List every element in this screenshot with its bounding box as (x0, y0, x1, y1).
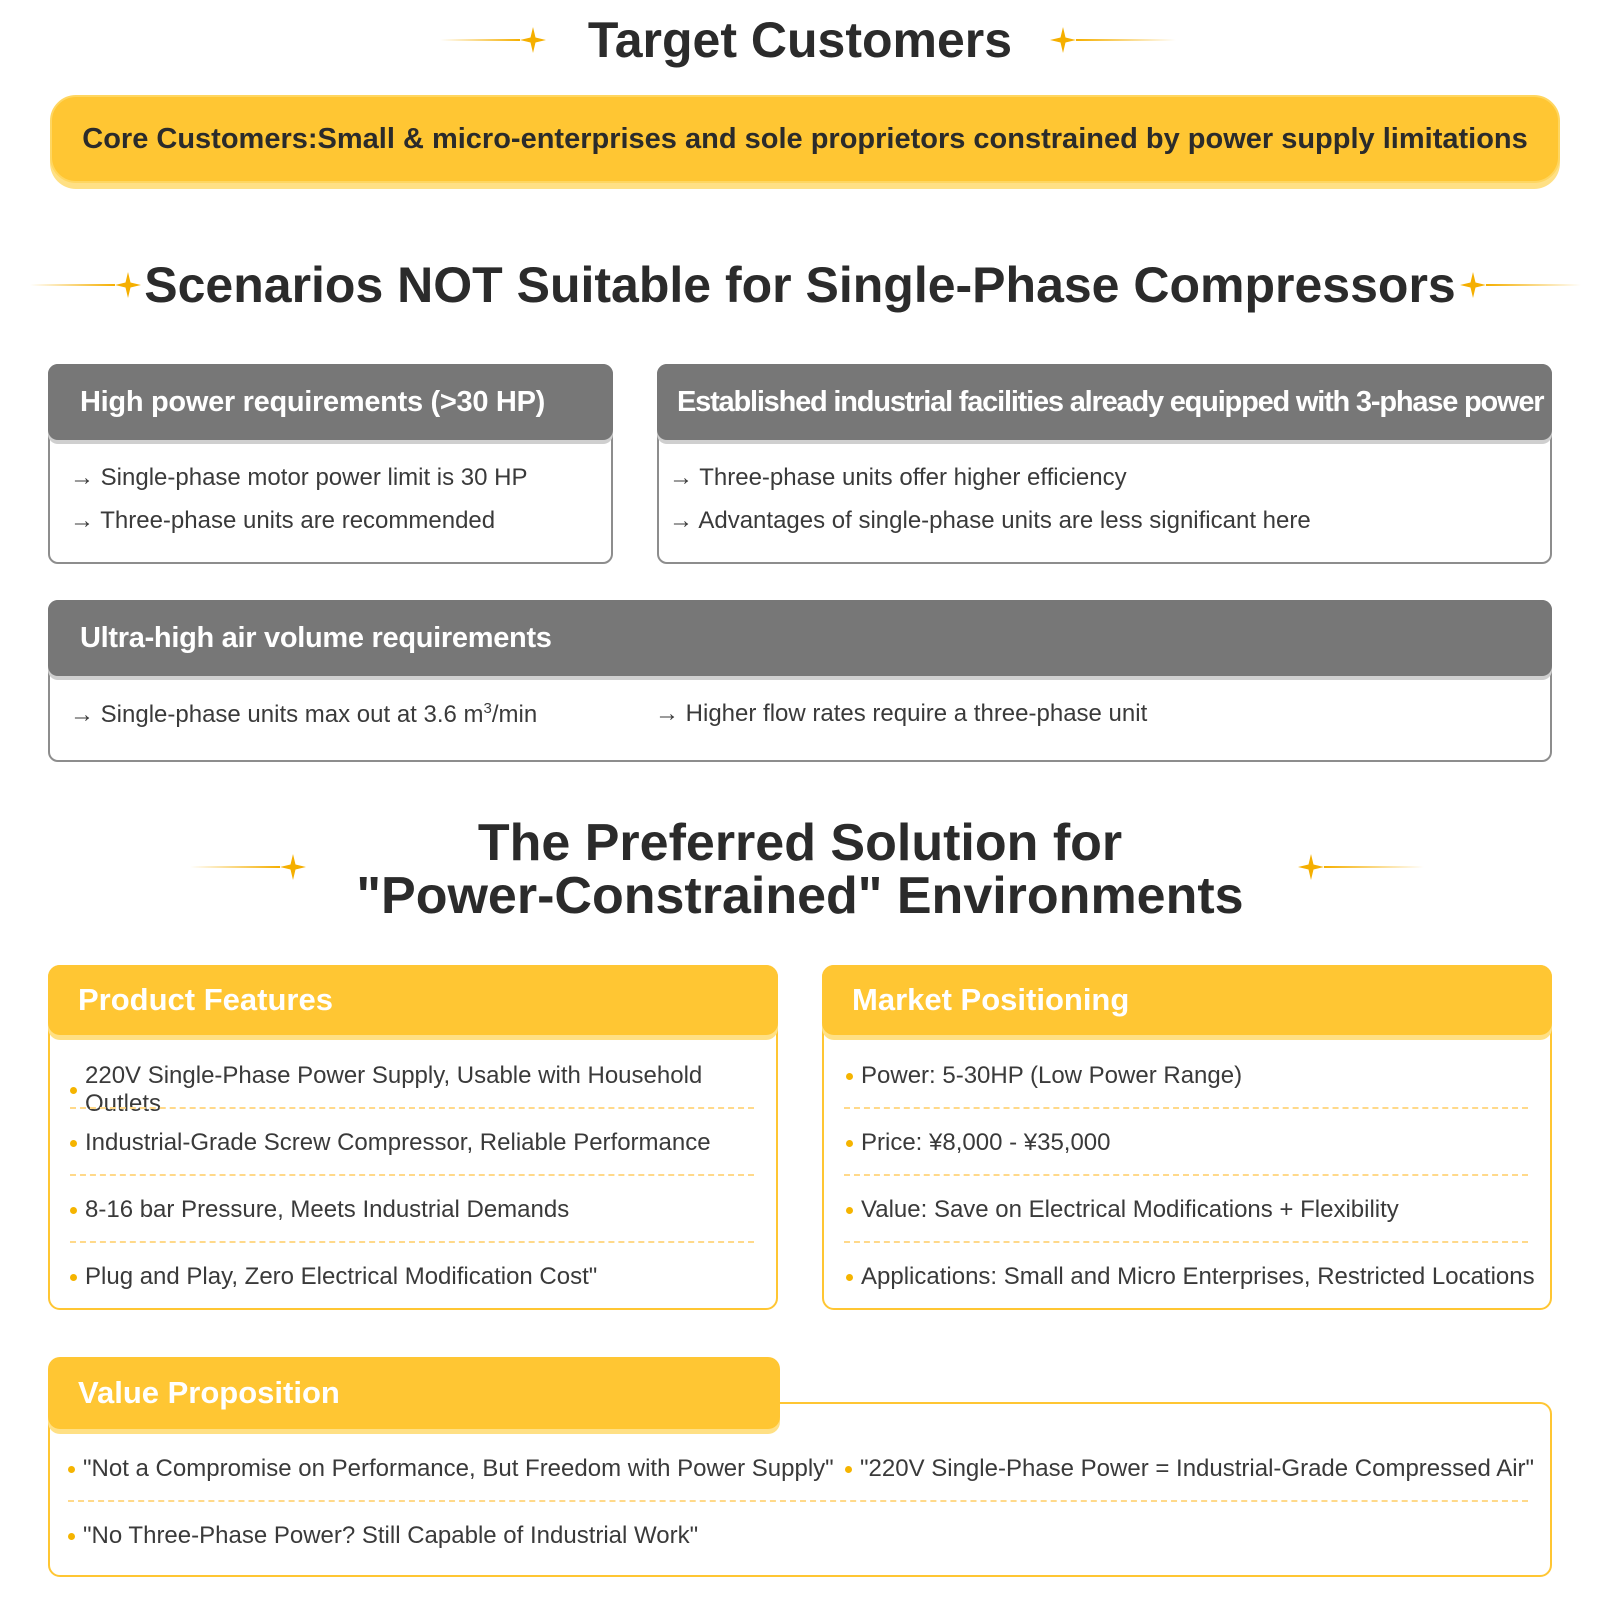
preferred-title-line2: "Power-Constrained" Environments (356, 867, 1244, 925)
divider (70, 1107, 754, 1109)
card-header: Market Positioning (822, 965, 1552, 1035)
bullet-dot-icon (68, 1533, 75, 1540)
feature-item: 8-16 bar Pressure, Meets Industrial Demands (70, 1196, 569, 1224)
card-line (70, 700, 537, 729)
sparkle-star-icon (1460, 272, 1486, 298)
preferred-title-line1: The Preferred Solution for (477, 814, 1123, 872)
cubic-superscript: 3 (483, 700, 492, 717)
high-power-card (48, 364, 613, 564)
target-customers-title: Target Customers (587, 12, 1013, 68)
card-line: → Three-phase units are recommended (70, 507, 496, 534)
title-decoration-right (1460, 270, 1581, 300)
title-decoration-right (1298, 852, 1424, 882)
bullet-dot-icon (70, 1140, 77, 1147)
card-line: → Single-phase motor power limit is 30 HP (70, 464, 528, 491)
product-features-card (48, 965, 778, 1310)
divider (844, 1174, 1528, 1176)
core-customers-text: Core Customers:Small & micro-enterprises and sole proprietors constrained by power supply limitations (82, 122, 1528, 155)
card-line: → Higher flow rates require a three-phase unit (655, 700, 1148, 727)
bullet-dot-icon (70, 1274, 77, 1281)
divider (68, 1500, 1528, 1502)
bullet-dot-icon (846, 1073, 853, 1080)
feature-item: Industrial-Grade Screw Compressor, Reliable Performance (70, 1129, 711, 1157)
positioning-item: Price: ¥8,000 - ¥35,000 (846, 1129, 1111, 1157)
card-header: Ultra-high air volume requirements (48, 600, 1552, 676)
divider (844, 1241, 1528, 1243)
bullet-dot-icon (846, 1140, 853, 1147)
air-volume-card (48, 600, 1552, 762)
title-decoration-right (1050, 25, 1176, 55)
card-header: High power requirements (>30 HP) (48, 364, 613, 440)
card-header: Product Features (48, 965, 778, 1035)
bullet-dot-icon (68, 1466, 75, 1473)
value-item: "220V Single-Phase Power = Industrial-Grade Compressed Air" (845, 1455, 1534, 1483)
not-suitable-title: Scenarios NOT Suitable for Single-Phase Compressors (144, 257, 1456, 313)
card-line: → Advantages of single-phase units are less significant here (669, 507, 1311, 534)
divider (70, 1241, 754, 1243)
sparkle-star-icon (1298, 854, 1324, 880)
industrial-facilities-card (657, 364, 1552, 564)
bullet-dot-icon (845, 1466, 852, 1473)
positioning-item: Value: Save on Electrical Modifications + Flexibility (846, 1196, 1399, 1224)
value-proposition-header: Value Proposition (48, 1357, 780, 1429)
max-flow-text: → Single-phase units max out at 3.6 m (70, 701, 484, 728)
bullet-dot-icon (70, 1087, 77, 1094)
card-line: → Three-phase units offer higher efficiency (669, 464, 1127, 491)
divider (844, 1107, 1528, 1109)
card-header: Established industrial facilities already equipped with 3-phase power (657, 364, 1552, 440)
core-customers-banner (50, 95, 1560, 183)
value-item: "Not a Compromise on Performance, But Freedom with Power Supply" (68, 1455, 834, 1483)
feature-item: 220V Single-Phase Power Supply, Usable with Household Outlets (70, 1062, 776, 1118)
bullet-dot-icon (846, 1274, 853, 1281)
bullet-dot-icon (846, 1207, 853, 1214)
divider (70, 1174, 754, 1176)
bullet-dot-icon (70, 1207, 77, 1214)
flow-unit: /min (491, 701, 538, 728)
sparkle-star-icon (1050, 27, 1076, 53)
positioning-item: Applications: Small and Micro Enterprises, Restricted Locations (846, 1263, 1535, 1291)
feature-item: Plug and Play, Zero Electrical Modification Cost" (70, 1263, 597, 1291)
market-positioning-card (822, 965, 1552, 1310)
positioning-item: Power: 5-30HP (Low Power Range) (846, 1062, 1242, 1090)
value-item: "No Three-Phase Power? Still Capable of Industrial Work" (68, 1522, 698, 1550)
